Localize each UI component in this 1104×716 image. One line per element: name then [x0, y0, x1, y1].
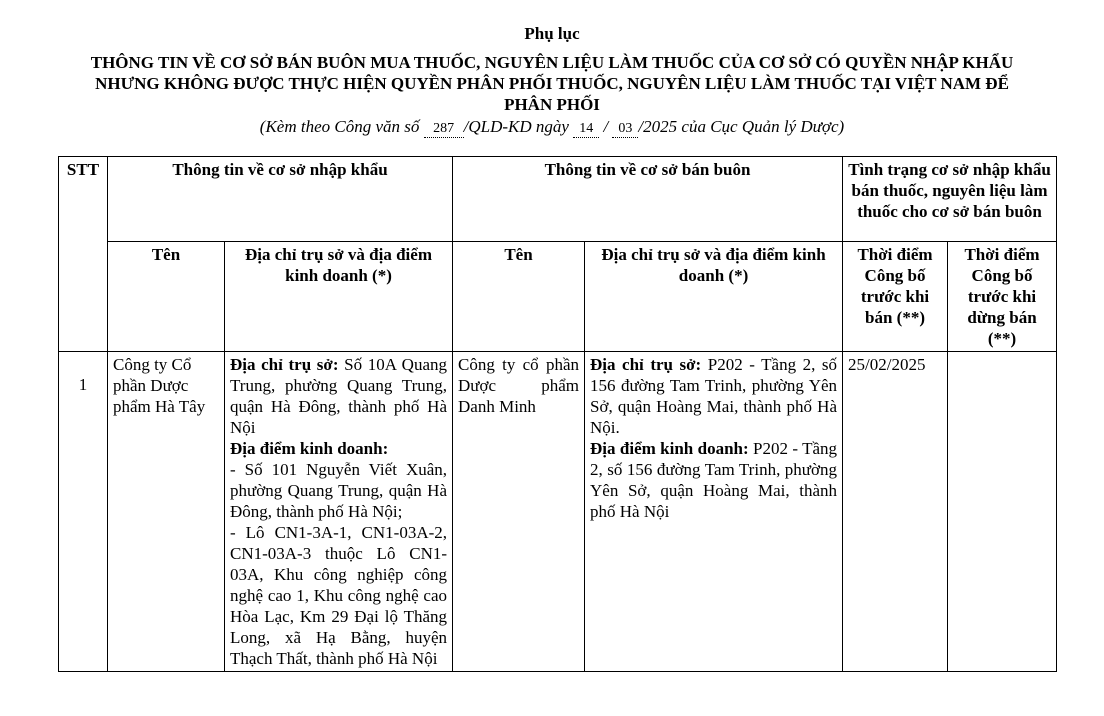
- appendix-title: Phụ lục: [524, 24, 580, 43]
- wholesaler-hq: [590, 354, 837, 438]
- header-status-group: Tình trạng cơ sở nhập khẩu bán thuốc, nguyên liệu làm thuốc cho cơ sở bán buôn: [843, 157, 1057, 242]
- header-importer-name: Tên: [108, 242, 225, 352]
- header-importer-group: Thông tin về cơ sở nhập khẩu: [108, 157, 453, 242]
- document-subtitle: [0, 117, 1104, 138]
- row-stt: 1: [59, 352, 108, 672]
- importer-hq: [230, 354, 447, 438]
- importer-hq-value: Số 10A Quang Trung, phường Quang Trung, quận Hà Đông, thành phố Hà Nội: [230, 355, 448, 437]
- importer-hq-label: Địa chỉ trụ sở:: [230, 355, 339, 374]
- doc-month: 03: [612, 121, 638, 138]
- importer-biz-1: - Số 101 Nguyễn Viết Xuân, phường Quang Trung, quận Hà Đông, thành phố Hà Nội;: [230, 460, 448, 521]
- header-wholesaler-name: Tên: [453, 242, 585, 352]
- row-wholesaler-address: [585, 352, 843, 672]
- wholesaler-biz-label: Địa điểm kinh doanh:: [590, 439, 749, 458]
- importer-biz-2: - Lô CN1-3A-1, CN1-03A-2, CN1-03A-3 thuộc Lô CN1-03A, Khu công nghiệp công nghệ cao 1, Khu công nghệ cao Hòa Lạc, Km 29 Đại lộ Thăng Long, xã Hạ Bằng, huyện Thạch Thất, thành phố Hà Nội: [230, 523, 448, 668]
- doc-day: 14: [573, 121, 599, 138]
- header-start-time: Thời điểm Công bố trước khi bán (**): [843, 242, 948, 352]
- subtitle-part2: /QLD-KD ngày: [463, 117, 569, 136]
- header-wholesaler-group: Thông tin về cơ sở bán buôn: [453, 157, 843, 242]
- date-slash: /: [603, 117, 609, 136]
- document-main-title: THÔNG TIN VỀ CƠ SỞ BÁN BUÔN MUA THUỐC, NGUYÊN LIỆU LÀM THUỐC CỦA CƠ SỞ CÓ QUYỀN NHẬP KHẨU NHƯNG KHÔNG ĐƯỢC THỰC HIỆN QUYỀN PHÂN PHỐI THUỐC, NGUYÊN LIỆU LÀM THUỐC TẠI VIỆT NAM ĐỂ PHÂN PHỐI: [90, 53, 1014, 114]
- wholesaler-biz-value: P202 - Tầng 2, số 156 đường Tam Trinh, phường Yên Sở, quận Hoàng Mai, thành phố Hà Nội: [590, 439, 838, 521]
- subtitle-part3: /2025 của Cục Quản lý Dược): [638, 117, 845, 136]
- row-importer-name: Công ty Cổ phần Dược phẩm Hà Tây: [108, 352, 225, 672]
- header-stop-time: Thời điểm Công bố trước khi dừng bán (**): [948, 242, 1057, 352]
- importer-biz-label: Địa điểm kinh doanh:: [230, 439, 389, 458]
- wholesaler-biz: [590, 438, 837, 522]
- header-stt: STT: [59, 157, 108, 352]
- header-row-1: [59, 157, 1057, 242]
- wholesaler-hq-value: P202 - Tầng 2, số 156 đường Tam Trinh, phường Yên Sở, quận Hoàng Mai, thành phố Hà Nội.: [590, 355, 838, 437]
- row-importer-address: [225, 352, 453, 672]
- wholesaler-hq-label: Địa chỉ trụ sở:: [590, 355, 702, 374]
- doc-number: 287: [424, 121, 464, 138]
- wholesaler-table: [58, 156, 1057, 672]
- header-row-2: [59, 242, 1057, 352]
- row-start-time: 25/02/2025: [843, 352, 948, 672]
- header-wholesaler-address: Địa chỉ trụ sở và địa điểm kinh doanh (*): [585, 242, 843, 352]
- subtitle-part1: (Kèm theo Công văn số: [259, 117, 420, 136]
- row-stop-time: [948, 352, 1057, 672]
- header-importer-address: Địa chỉ trụ sở và địa điểm kinh doanh (*): [225, 242, 453, 352]
- row-wholesaler-name: Công ty cổ phần Dược phẩm Danh Minh: [453, 352, 585, 672]
- table-row: [59, 352, 1057, 672]
